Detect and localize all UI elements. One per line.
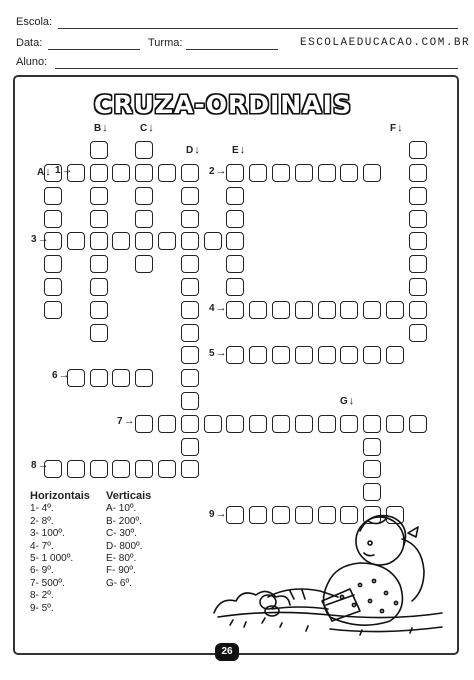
crossword-cell[interactable] — [272, 346, 290, 364]
crossword-cell[interactable] — [363, 164, 381, 182]
crossword-cell[interactable] — [272, 415, 290, 433]
clue-label-6: 6→ — [52, 369, 70, 381]
clue-label-F: F↓ — [390, 122, 403, 134]
crossword-cell[interactable] — [90, 278, 108, 296]
crossword-cell[interactable] — [44, 301, 62, 319]
vertical-clue-item: G- 6º. — [106, 577, 132, 589]
crossword-cell[interactable] — [44, 278, 62, 296]
vertical-clue-item: F- 90º. — [106, 565, 136, 577]
crossword-cell[interactable] — [363, 460, 381, 478]
school-line[interactable] — [58, 28, 458, 29]
crossword-cell[interactable] — [181, 460, 199, 478]
crossword-cell[interactable] — [135, 369, 153, 387]
horizontal-heading: Horizontais — [30, 490, 90, 502]
crossword-cell[interactable] — [135, 210, 153, 228]
clue-label-2: 2→ — [209, 165, 227, 177]
clue-label-G: G↓ — [340, 395, 355, 407]
crossword-cell[interactable] — [226, 255, 244, 273]
crossword-cell[interactable] — [181, 255, 199, 273]
crossword-cell[interactable] — [90, 460, 108, 478]
crossword-cell[interactable] — [181, 415, 199, 433]
school-label: Escola: — [16, 16, 53, 28]
crossword-cell[interactable] — [340, 301, 358, 319]
crossword-cell[interactable] — [318, 415, 336, 433]
crossword-cell[interactable] — [409, 187, 427, 205]
crossword-cell[interactable] — [181, 438, 199, 456]
crossword-cell[interactable] — [135, 141, 153, 159]
crossword-cell[interactable] — [249, 346, 267, 364]
crossword-cell[interactable] — [112, 460, 130, 478]
crossword-cell[interactable] — [386, 415, 404, 433]
crossword-cell[interactable] — [181, 210, 199, 228]
vertical-clue-item: A- 10º. — [106, 503, 137, 515]
crossword-cell[interactable] — [112, 369, 130, 387]
crossword-cell[interactable] — [318, 164, 336, 182]
crossword-cell[interactable] — [409, 324, 427, 342]
crossword-cell[interactable] — [386, 346, 404, 364]
clue-label-9: 9→ — [209, 508, 227, 520]
crossword-cell[interactable] — [363, 415, 381, 433]
horizontal-clue-item: 2- 8º. — [30, 515, 54, 527]
crossword-cell[interactable] — [226, 210, 244, 228]
crossword-cell[interactable] — [204, 415, 222, 433]
clue-label-C: C↓ — [140, 122, 154, 134]
crossword-cell[interactable] — [44, 187, 62, 205]
crossword-cell[interactable] — [90, 141, 108, 159]
crossword-cell[interactable] — [409, 278, 427, 296]
class-line[interactable] — [186, 49, 278, 50]
crossword-cell[interactable] — [295, 415, 313, 433]
page-number: 26 — [215, 643, 239, 661]
clue-label-B: B↓ — [94, 122, 108, 134]
crossword-cell[interactable] — [44, 255, 62, 273]
crossword-cell[interactable] — [90, 187, 108, 205]
crossword-cell[interactable] — [158, 164, 176, 182]
crossword-cell[interactable] — [90, 301, 108, 319]
crossword-cell[interactable] — [249, 164, 267, 182]
crossword-cell[interactable] — [295, 301, 313, 319]
crossword-cell[interactable] — [67, 232, 85, 250]
student-line[interactable] — [55, 68, 458, 69]
vertical-clue-item: C- 30º. — [106, 528, 137, 540]
clue-label-D: D↓ — [186, 144, 200, 156]
crossword-cell[interactable] — [181, 346, 199, 364]
vertical-clues — [106, 490, 151, 590]
horizontal-clue-item: 4- 7º. — [30, 540, 54, 552]
clue-label-E: E↓ — [232, 144, 246, 156]
crossword-cell[interactable] — [181, 369, 199, 387]
crossword-cell[interactable] — [181, 187, 199, 205]
crossword-cell[interactable] — [409, 255, 427, 273]
crossword-cell[interactable] — [249, 301, 267, 319]
crossword-cell[interactable] — [135, 187, 153, 205]
crossword-cell[interactable] — [181, 324, 199, 342]
crossword-cell[interactable] — [90, 255, 108, 273]
crossword-cell[interactable] — [181, 232, 199, 250]
clue-label-7: 7→ — [117, 415, 135, 427]
crossword-cell[interactable] — [363, 346, 381, 364]
clue-label-1: 1→ — [55, 164, 73, 176]
crossword-cell[interactable] — [272, 164, 290, 182]
crossword-cell[interactable] — [295, 164, 313, 182]
crossword-cell[interactable] — [340, 164, 358, 182]
worksheet-title: CRUZA-ORDINAIS — [94, 90, 352, 119]
crossword-cell[interactable] — [363, 438, 381, 456]
crossword-cell[interactable] — [90, 369, 108, 387]
crossword-cell[interactable] — [181, 278, 199, 296]
crossword-cell[interactable] — [90, 232, 108, 250]
crossword-cell[interactable] — [363, 301, 381, 319]
crossword-cell[interactable] — [158, 460, 176, 478]
vertical-clue-item: B- 200º. — [106, 515, 142, 527]
crossword-cell[interactable] — [158, 232, 176, 250]
crossword-cell[interactable] — [181, 164, 199, 182]
crossword-cell[interactable] — [90, 210, 108, 228]
crossword-cell[interactable] — [409, 210, 427, 228]
crossword-cell[interactable] — [112, 164, 130, 182]
crossword-cell[interactable] — [409, 232, 427, 250]
horizontal-clue-item: 5- 1 000º. — [30, 553, 74, 565]
crossword-cell[interactable] — [90, 164, 108, 182]
horizontal-clues — [30, 490, 90, 615]
crossword-cell[interactable] — [158, 415, 176, 433]
crossword-cell[interactable] — [226, 232, 244, 250]
date-line[interactable] — [48, 49, 140, 50]
crossword-cell[interactable] — [135, 232, 153, 250]
site-url: ESCOLAEDUCACAO.COM.BR — [300, 37, 471, 49]
crossword-cell[interactable] — [44, 210, 62, 228]
crossword-cell[interactable] — [386, 301, 404, 319]
crossword-cell[interactable] — [409, 415, 427, 433]
horizontal-clue-item: 8- 2º. — [30, 590, 54, 602]
class-label: Turma: — [148, 37, 183, 49]
crossword-cell[interactable] — [135, 415, 153, 433]
crossword-cell[interactable] — [112, 232, 130, 250]
crossword-cell[interactable] — [295, 346, 313, 364]
crossword-cell[interactable] — [226, 301, 244, 319]
student-label: Aluno: — [16, 56, 48, 68]
crossword-cell[interactable] — [340, 415, 358, 433]
girl-reading-illustration — [210, 505, 450, 645]
horizontal-clue-item: 3- 100º. — [30, 528, 65, 540]
crossword-cell[interactable] — [409, 164, 427, 182]
vertical-heading: Verticais — [106, 490, 152, 502]
crossword-cell[interactable] — [226, 187, 244, 205]
crossword-cell[interactable] — [226, 164, 244, 182]
clue-label-3: 3→ — [31, 233, 49, 245]
crossword-cell[interactable] — [226, 278, 244, 296]
horizontal-clue-item: 1- 4º. — [30, 503, 54, 515]
crossword-cell[interactable] — [135, 164, 153, 182]
clue-label-8: 8→ — [31, 459, 49, 471]
crossword-cell[interactable] — [318, 346, 336, 364]
horizontal-clue-item: 9- 5º. — [30, 602, 54, 614]
vertical-clue-item: E- 80º. — [106, 553, 137, 565]
crossword-cell[interactable] — [226, 346, 244, 364]
clue-label-A: A↓ — [37, 166, 51, 178]
crossword-cell[interactable] — [409, 301, 427, 319]
horizontal-clue-item: 6- 9º. — [30, 565, 54, 577]
date-label: Data: — [16, 37, 43, 49]
crossword-cell[interactable] — [67, 460, 85, 478]
crossword-cell[interactable] — [272, 301, 290, 319]
crossword-cell[interactable] — [226, 415, 244, 433]
clue-label-4: 4→ — [209, 302, 227, 314]
crossword-cell[interactable] — [90, 324, 108, 342]
vertical-clue-item: D- 800º. — [106, 540, 143, 552]
crossword-cell[interactable] — [409, 141, 427, 159]
horizontal-clue-item: 7- 500º. — [30, 577, 65, 589]
crossword-cell[interactable] — [135, 255, 153, 273]
crossword-cell[interactable] — [340, 346, 358, 364]
crossword-cell[interactable] — [363, 483, 381, 501]
crossword-cell[interactable] — [135, 460, 153, 478]
crossword-cell[interactable] — [181, 392, 199, 410]
crossword-cell[interactable] — [318, 301, 336, 319]
crossword-cell[interactable] — [181, 301, 199, 319]
clue-label-5: 5→ — [209, 347, 227, 359]
crossword-cell[interactable] — [249, 415, 267, 433]
crossword-cell[interactable] — [204, 232, 222, 250]
